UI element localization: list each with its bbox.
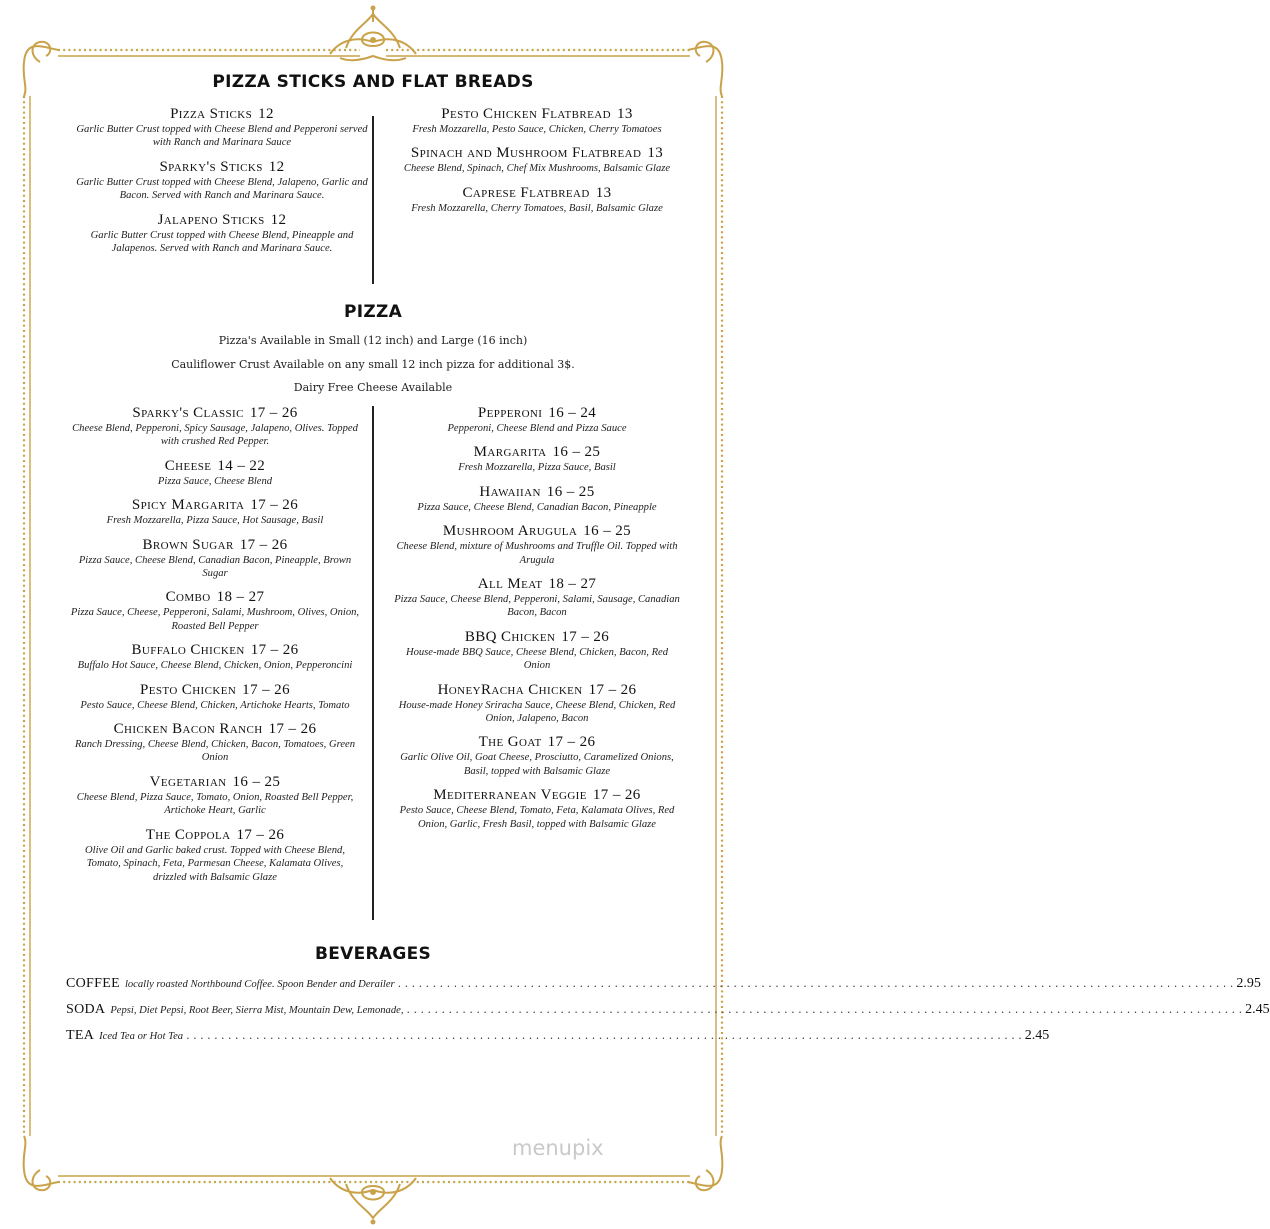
menu-item-title [70,497,360,514]
menu-item [392,484,682,514]
menu-item-name: The Coppola [145,826,231,843]
menu-item-title [392,629,682,646]
menu-item-title [392,576,682,593]
menu-item-name: Sparky's Sticks [159,158,263,175]
menu-item [392,145,682,175]
menu-item-title [70,682,360,699]
menu-item-description: Fresh Mozzarella, Pizza Sauce, Hot Sausage, Basil [106,515,324,527]
menu-item-description: House-made BBQ Sauce, Cheese Blend, Chicken, Bacon, Red Onion [405,646,669,672]
menu-item-price: 17 – 26 [592,787,641,804]
menu-item-price: 17 – 26 [249,405,298,421]
menu-item [76,159,368,203]
menu-item-description: Garlic Butter Crust topped with Cheese Blend and Pepperoni served with Ranch and Marinara Sauce [76,124,368,149]
menu-item-price: 17 – 26 [242,681,290,698]
menu-item-title [392,145,682,162]
menu-item-description: Pizza Sauce, Cheese Blend, Canadian Bacon, Pineapple [417,501,657,513]
menu-item-price: 14 – 22 [217,457,266,474]
menu-item-price: 17 – 26 [250,642,299,659]
menu-item-name: Vegetarian [149,773,227,790]
menu-item-title [70,642,360,659]
menu-item-title [392,523,682,540]
menu-item-title [70,537,360,554]
menu-item-title [392,444,682,461]
section-title-sticks: PIZZA STICKS AND FLAT BREADS [212,72,534,92]
menu-item [392,185,682,215]
menu-item-name: Mediterranean Veggie [433,787,587,804]
menu-item [392,523,682,567]
menu-item [70,497,360,527]
menu-item-title [70,774,360,791]
menu-item-name: Hawaiian [479,483,541,500]
section-title-beverages: BEVERAGES [314,944,432,964]
menu-item-name: Caprese Flatbread [462,184,590,201]
menu-item-title [392,106,682,123]
menu-item-title [70,458,360,475]
menu-item-title [76,106,368,123]
dot-leader: . . . . . . . . . . . . . . . . . . . . . . . . . . . . . . . . . . . . . . . . . . . . . . . . . . . . . . . . . . . . . . . . . . . . . . . . . . . . . . . . . . . . . . . . . . . . . . . . . . . . . . . . . . . . . . . . . . . . . . . . [186,1029,1022,1042]
menu-item [70,458,360,488]
menu-item-name: Combo [165,589,211,606]
menu-item [392,787,682,831]
menu-item-price: 17 – 26 [561,628,610,645]
menu-item-price: 17 – 26 [239,536,288,553]
menu-item-title [76,159,368,176]
menu-item-name: Buffalo Chicken [131,642,245,659]
menu-item-price: 13 [595,184,612,201]
menu-item-description: Pesto Sauce, Cheese Blend, Tomato, Feta, Kalamata Olives, Red Onion, Garlic, Fresh Basil, topped with Balsamic Glaze [399,805,675,830]
menu-item-description: Buffalo Hot Sauce, Cheese Blend, Chicken, Onion, Pepperoncini [77,660,353,672]
dot-leader: . . . . . . . . . . . . . . . . . . . . . . . . . . . . . . . . . . . . . . . . . . . . . . . . . . . . . . . . . . . . . . . . . . . . . . . . . . . . . . . . . . . . . . . . . . . . . . . . . . . . . . . . . . . . . . . . . . . . . . . . [406,1003,1243,1016]
menu-item-title [76,212,368,229]
menu-item [70,721,360,765]
menu-item-title [392,405,682,422]
menu-item [70,642,360,672]
menu-item-name: Margarita [473,444,547,461]
beverage-description: Iced Tea or Hot Tea [99,1031,184,1042]
menu-item-price: 13 [616,106,633,122]
sticks-right-column [392,106,682,224]
menu-item [70,774,360,818]
beverage-name: COFFEE [66,976,120,991]
menu-item-price: 16 – 24 [548,405,597,421]
menu-item [70,682,360,712]
beverage-row-soda [66,1002,1270,1018]
menu-item-price: 16 – 25 [546,483,595,500]
beverage-price: 2.45 [1245,1002,1270,1017]
menu-item [392,106,682,136]
menu-item [70,589,360,633]
menu-item-name: BBQ Chicken [464,628,556,645]
menu-item-description: Pizza Sauce, Cheese Blend, Canadian Bacon, Pineapple, Brown Sugar [78,554,352,580]
menu-item [76,212,368,256]
menu-item [70,405,360,449]
menu-item-title [70,827,360,844]
pizza-left-column [70,405,360,893]
menu-item [392,629,682,673]
column-divider [372,406,374,920]
menu-item-title [70,405,360,422]
menu-item-name: Pizza Sticks [170,106,253,122]
menu-item-title [70,589,360,606]
menu-item-price: 12 [268,158,285,175]
menu-item-name: HoneyRacha Chicken [437,681,583,698]
menu-item-title [70,721,360,738]
menu-item [392,576,682,620]
menu-item-name: Sparky's Classic [132,405,244,421]
column-divider [372,116,374,284]
menu-item-name: The Goat [478,734,542,751]
menu-item-title [392,484,682,501]
menu-item-description: Pizza Sauce, Cheese Blend, Pepperoni, Salami, Sausage, Canadian Bacon, Bacon [394,594,680,619]
menu-item-description: Garlic Olive Oil, Goat Cheese, Prosciutto, Caramelized Onions, Basil, topped with Balsamic Glaze [400,752,674,777]
section-title-pizza: PIZZA [343,302,403,322]
menu-item-title [392,682,682,699]
menu-item-description: Cheese Blend, Pepperoni, Spicy Sausage, Jalapeno, Olives. Topped with crushed Red Pepper. [72,423,358,448]
sticks-left-column [76,106,368,264]
menu-item-name: Chicken Bacon Ranch [113,721,263,738]
menu-item-name: Brown Sugar [142,536,234,553]
menu-item-price: 12 [258,106,274,122]
pizza-note-sizes: Pizza's Available in Small (12 inch) and Large (16 inch) [218,334,528,347]
dot-leader: . . . . . . . . . . . . . . . . . . . . . . . . . . . . . . . . . . . . . . . . . . . . . . . . . . . . . . . . . . . . . . . . . . . . . . . . . . . . . . . . . . . . . . . . . . . . . . . . . . . . . . . . . . . . . . . . . . . . . . . . [397,977,1234,990]
menu-item-price: 16 – 25 [552,444,601,461]
menu-item-price: 18 – 27 [216,589,265,606]
menu-item-price: 13 [647,145,664,162]
menu-item-description: Pesto Sauce, Cheese Blend, Chicken, Artichoke Hearts, Tomato [80,699,350,711]
menu-item-title [392,734,682,751]
menu-item [70,537,360,581]
menu-item-description: House-made Honey Sriracha Sauce, Cheese Blend, Chicken, Red Onion, Jalapeno, Bacon [398,699,676,725]
menu-item-price: 12 [270,211,287,228]
menu-item-description: Cheese Blend, Pizza Sauce, Tomato, Onion, Roasted Bell Pepper, Artichoke Heart, Garlic [76,791,354,817]
menu-item-name: Jalapeno Sticks [157,211,265,228]
menu-item-name: Spinach and Mushroom Flatbread [410,145,642,162]
beverage-price: 2.45 [1024,1028,1050,1043]
pizza-note-dairy-free: Dairy Free Cheese Available [293,381,453,394]
menu-item-description: Cheese Blend, Spinach, Chef Mix Mushrooms, Balsamic Glaze [403,163,671,175]
menu-item [392,444,682,474]
beverage-description: locally roasted Northbound Coffee. Spoon Bender and Derailer [124,979,395,990]
menu-item-price: 18 – 27 [548,576,597,593]
menu-item [76,106,368,150]
menu-item-title [392,185,682,202]
menu-item-name: Pepperoni [477,405,543,421]
menu-item-description: Pizza Sauce, Cheese, Pepperoni, Salami, Mushroom, Olives, Onion, Roasted Bell Pepper [70,607,360,632]
menu-item [392,405,682,435]
menu-item-description: Pepperoni, Cheese Blend and Pizza Sauce [447,423,627,434]
menu-item-price: 17 – 26 [588,681,637,698]
menu-item-description: Cheese Blend, mixture of Mushrooms and Truffle Oil. Topped with Arugula [396,541,678,566]
menu-item-price: 17 – 26 [236,826,285,843]
menu-item-title [392,787,682,804]
menupix-watermark: menupix [512,1136,604,1160]
menu-item-description: Fresh Mozzarella, Pizza Sauce, Basil [458,462,616,474]
menu-item-name: Pesto Chicken [140,681,237,698]
beverage-row-tea [66,1028,1050,1044]
menu-item-name: Spicy Margarita [131,497,245,514]
beverage-row-coffee [66,976,1261,992]
pizza-note-cauliflower: Cauliflower Crust Available on any small 12 inch pizza for additional 3$. [171,358,575,371]
menu-item-description: Garlic Butter Crust topped with Cheese Blend, Pineapple and Jalapenos. Served with Ranch and Marinara Sauce. [90,229,354,255]
menu-item [392,734,682,778]
menu-item-name: All Meat [477,576,543,593]
menu-item [70,827,360,884]
menu-item-name: Pesto Chicken Flatbread [441,106,611,122]
menu-item-price: 16 – 25 [583,523,632,540]
menu-item-price: 17 – 26 [250,497,299,514]
menu-item-description: Fresh Mozzarella, Cherry Tomatoes, Basil, Balsamic Glaze [411,202,663,214]
menu-item-description: Garlic Butter Crust topped with Cheese Blend, Jalapeno, Garlic and Bacon. Served with Ranch and Marinara Sauce. [76,176,368,202]
menu-item-description: Fresh Mozzarella, Pesto Sauce, Chicken, Cherry Tomatoes [412,124,662,135]
menu-item-price: 16 – 25 [232,773,281,790]
menu-item-price: 17 – 26 [547,734,596,751]
menu-item-description: Pizza Sauce, Cheese Blend [157,475,273,487]
menu-item-description: Olive Oil and Garlic baked crust. Topped with Cheese Blend, Tomato, Spinach, Feta, Parmesan Cheese, Kalamata Olives, drizzled with Balsamic Glaze [84,844,345,883]
menu-item-price: 17 – 26 [268,721,317,738]
beverage-description: Pepsi, Diet Pepsi, Root Beer, Sierra Mist, Mountain Dew, Lemonade, [110,1005,404,1016]
beverage-name: TEA [66,1028,95,1043]
pizza-right-column [392,405,682,840]
menu-item-name: Mushroom Arugula [442,523,578,540]
menu-item-description: Ranch Dressing, Cheese Blend, Chicken, Bacon, Tomatoes, Green Onion [74,739,356,764]
beverage-price: 2.95 [1236,976,1261,991]
menu-item-name: Cheese [164,457,212,474]
menu-item [392,682,682,726]
beverage-name: SODA [66,1002,106,1017]
